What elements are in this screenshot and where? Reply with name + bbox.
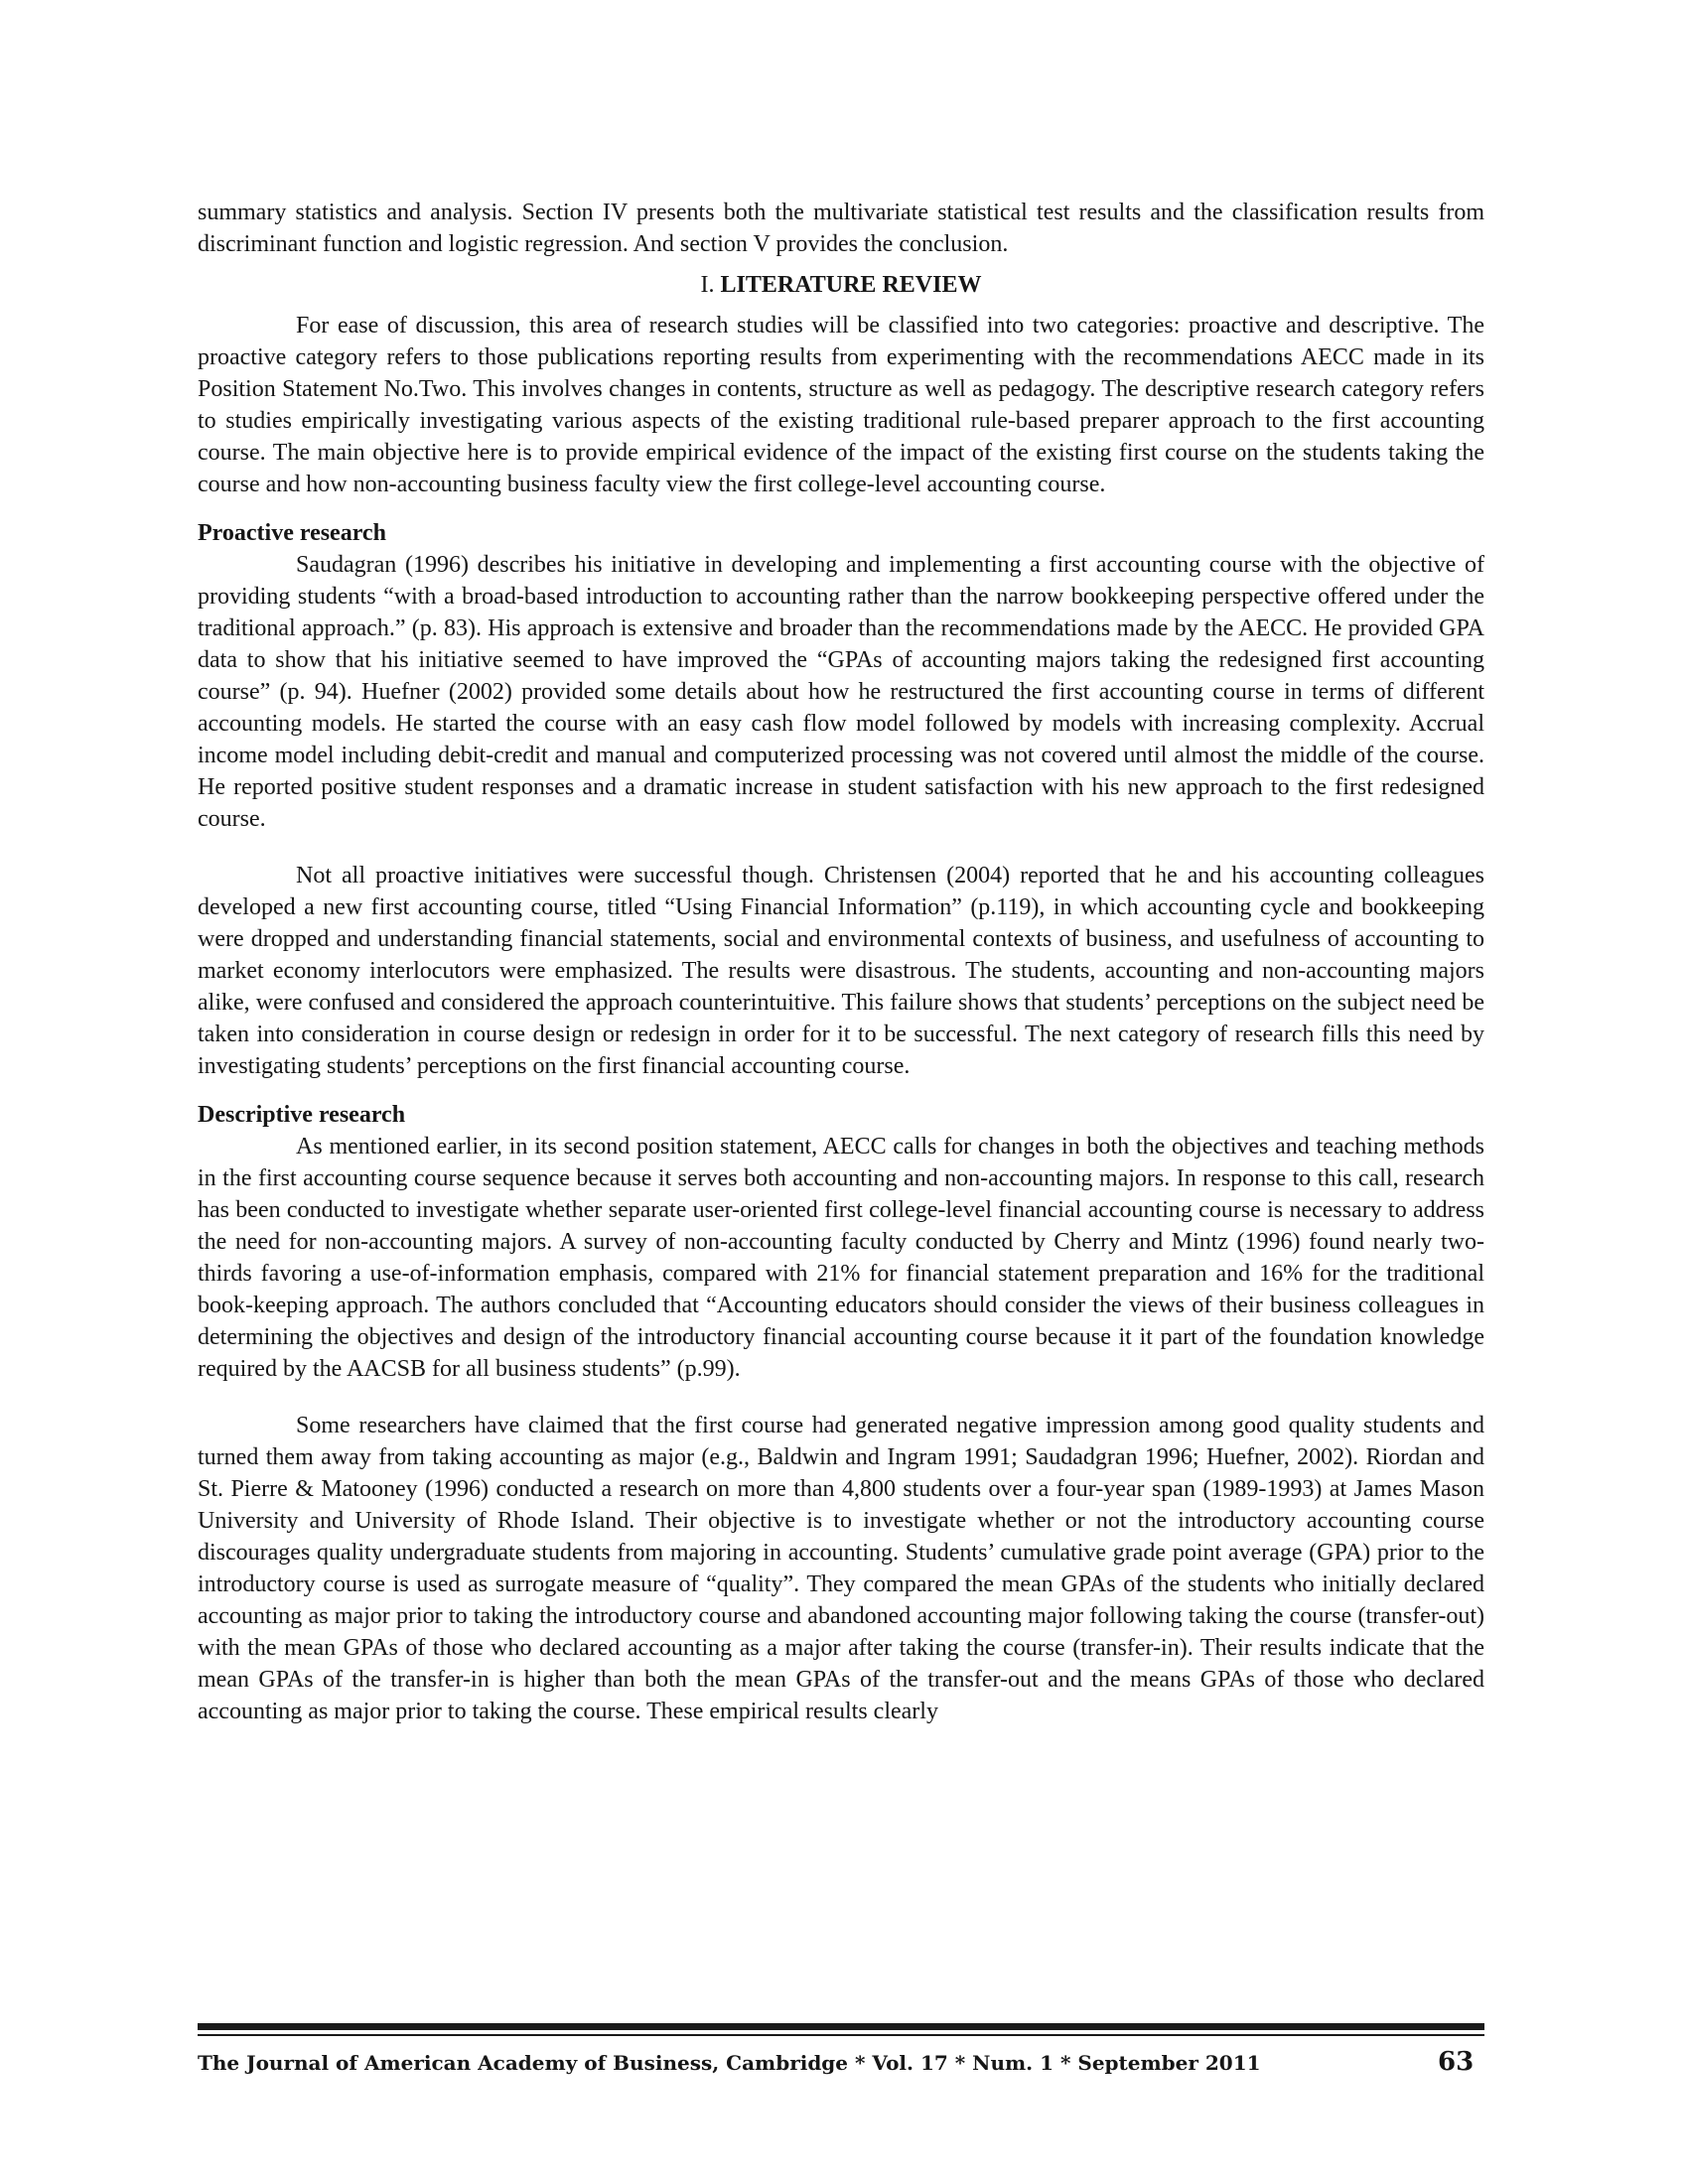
proactive-research-heading: Proactive research [198, 520, 386, 546]
literature-review-paragraph: For ease of discussion, this area of research studies will be classified into two categories: proactive and descriptive. The proactive category refers to those publications reporting results from experimenting with the recommendations AECC made in its Position Statement No.Two. This involves changes in contents, structure as well as pedagogy. The descriptive research category refers to studies empirically investigating various aspects of the existing traditional rule-based preparer approach to the first accounting course. The main objective here is to provide empirical evidence of the impact of the existing first course on the students taking the course and how non-accounting business faculty view the first college-level accounting course. [198, 313, 1484, 497]
descriptive-paragraph-1: As mentioned earlier, in its second position statement, AECC calls for changes in both the objectives and teaching methods in the first accounting course sequence because it serves both accounting and non-accounting majors. In response to this call, research has been conducted to investigate whether separate user-oriented first college-level financial accounting course is necessary to address the need for non-accounting majors. A survey of non-accounting faculty conducted by Cherry and Mintz (1996) found nearly two-thirds favoring a use-of-information emphasis, compared with 21% for financial statement preparation and 16% for the traditional book-keeping approach. The authors concluded that “Accounting educators should consider the views of their business colleagues in determining the objectives and design of the introductory financial accounting course because it it part of the foundation knowledge required by the AACSB for all business students” (p.99). [198, 1134, 1484, 1382]
intro-paragraph: summary statistics and analysis. Section IV presents both the multivariate statistical test results and the classification results from discriminant function and logistic regression. And section V provides the conclusion. [198, 200, 1484, 257]
descriptive-research-heading: Descriptive research [198, 1102, 406, 1128]
proactive-paragraph-1: Saudagran (1996) describes his initiative in developing and implementing a first accounting course with the objective of providing students “with a broad-based introduction to accounting rather than the narrow bookkeeping perspective offered under the traditional approach.” (p. 83). His approach is extensive and broader than the recommendations made by the AECC. He provided GPA data to show that his initiative seemed to have improved the “GPAs of accounting majors taking the redesigned first accounting course” (p. 94). Huefner (2002) provided some details about how he restructured the first accounting course in terms of different accounting models. He started the course with an easy cash flow model followed by models with increasing complexity. Accrual income model including debit-credit and manual and computerized processing was not covered until almost the middle of the course. He reported positive student responses and a dramatic increase in student satisfaction with his new approach to the first redesigned course. [198, 552, 1484, 832]
section-title: LITERATURE REVIEW [720, 272, 982, 298]
journal-footer: The Journal of American Academy of Business, Cambridge * Vol. 17 * Num. 1 * September 2011 [198, 2051, 1261, 2075]
proactive-paragraph-2: Not all proactive initiatives were successful though. Christensen (2004) reported that he and his accounting colleagues developed a new first accounting course, titled “Using Financial Information” (p.119), in which accounting cycle and bookkeeping were dropped and understanding financial statements, social and environmental contexts of business, and usefulness of accounting to market economy interlocutors were emphasized. The results were disastrous. The students, accounting and non-accounting majors alike, were confused and considered the approach counterintuitive. This failure shows that students’ perceptions on the subject need be taken into consideration in course design or redesign in order for it to be successful. The next category of research fills this need by investigating students’ perceptions on the first financial accounting course. [198, 863, 1484, 1079]
page-number: 63 [1438, 2047, 1475, 2077]
section-heading [198, 269, 1484, 301]
descriptive-paragraph-2: Some researchers have claimed that the first course had generated negative impression among good quality students and turned them away from taking accounting as major (e.g., Baldwin and Ingram 1991; Saudadgran 1996; Huefner, 2002). Riordan and St. Pierre & Matooney (1996) conducted a research on more than 4,800 students over a four-year span (1989-1993) at James Mason University and University of Rhode Island. Their objective is to investigate whether or not the introductory accounting course discourages quality undergraduate students from majoring in accounting. Students’ cumulative grade point average (GPA) prior to the introductory course is used as surrogate measure of “quality”. They compared the mean GPAs of the students who initially declared accounting as major prior to taking the introductory course and abandoned accounting major following taking the course (transfer-out) with the mean GPAs of those who declared accounting as a major after taking the course (transfer-in). Their results indicate that the mean GPAs of the transfer-in is higher than both the mean GPAs of the transfer-out and the means GPAs of those who declared accounting as major prior to taking the course. These empirical results clearly [198, 1413, 1484, 1724]
page-body [198, 197, 1484, 1727]
footer-rule-thick [198, 2023, 1484, 2030]
section-number: I. [700, 272, 721, 298]
footer-rule-thin [198, 2034, 1484, 2036]
